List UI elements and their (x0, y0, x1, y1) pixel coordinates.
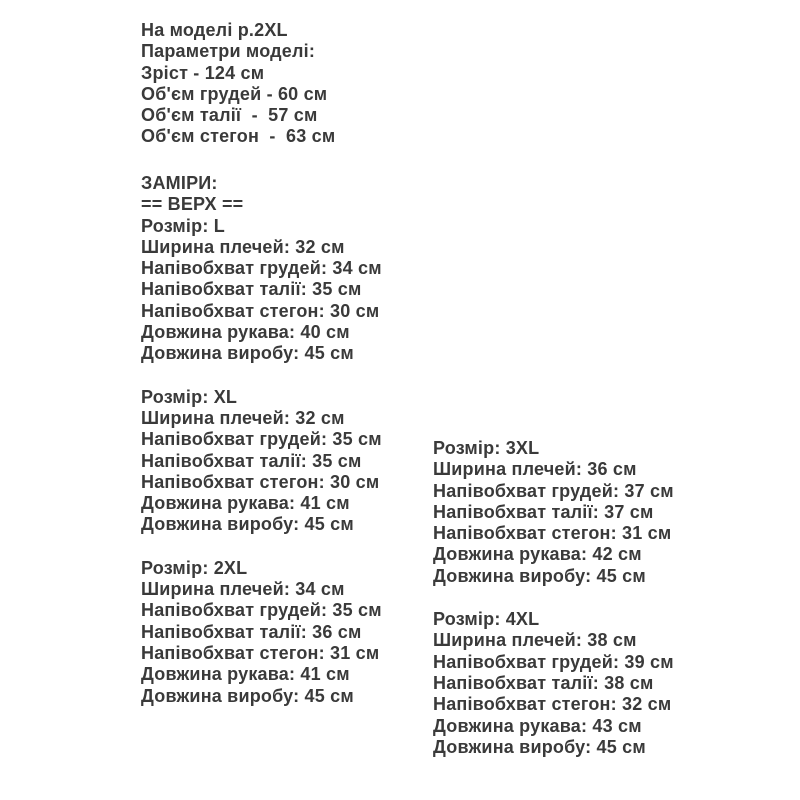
garment-length: Довжина виробу: 45 см (141, 685, 354, 706)
garment-length: Довжина виробу: 45 см (141, 343, 354, 364)
shoulder-width: Ширина плечей: 32 см (141, 236, 345, 257)
sleeve-length: Довжина рукава: 41 см (141, 493, 350, 514)
shoulder-width: Ширина плечей: 32 см (141, 407, 345, 428)
garment-length: Довжина виробу: 45 см (433, 736, 646, 757)
shoulder-width: Ширина плечей: 38 см (433, 630, 637, 651)
half-chest: Напівобхват грудей: 34 см (141, 258, 382, 279)
model-waist: Об'єм талії - 57 см (141, 105, 318, 126)
model-hips: Об'єм стегон - 63 см (141, 126, 336, 147)
sleeve-length: Довжина рукава: 43 см (433, 715, 642, 736)
half-chest: Напівобхват грудей: 35 см (141, 600, 382, 621)
size-label: Розмір: 4XL (433, 609, 540, 630)
half-chest: Напівобхват грудей: 39 см (433, 651, 674, 672)
garment-length: Довжина виробу: 45 см (141, 514, 354, 535)
sleeve-length: Довжина рукава: 40 см (141, 322, 350, 343)
model-chest: Об'єм грудей - 60 см (141, 83, 328, 104)
measurements-left-column (141, 173, 382, 707)
half-waist: Напівобхват талії: 35 см (141, 450, 362, 471)
measurements-right-column (433, 438, 674, 758)
sleeve-length: Довжина рукава: 41 см (141, 664, 350, 685)
size-label: Розмір: 2XL (141, 557, 248, 578)
half-hips: Напівобхват стегон: 30 см (141, 471, 380, 492)
half-hips: Напівобхват стегон: 32 см (433, 694, 672, 715)
size-label: Розмір: 3XL (433, 438, 540, 458)
size-block-l (141, 216, 382, 365)
half-hips: Напівобхват стегон: 31 см (141, 642, 380, 663)
half-hips: Напівобхват стегон: 31 см (433, 523, 672, 544)
garment-length: Довжина виробу: 45 см (433, 565, 646, 586)
size-label: Розмір: XL (141, 386, 238, 407)
model-info (141, 20, 335, 148)
size-block-2xl (141, 558, 382, 707)
half-chest: Напівобхват грудей: 35 см (141, 429, 382, 450)
sleeve-length: Довжина рукава: 42 см (433, 544, 642, 565)
size-label: Розмір: L (141, 215, 225, 236)
half-waist: Напівобхват талії: 38 см (433, 672, 654, 693)
half-waist: Напівобхват талії: 37 см (433, 501, 654, 522)
half-waist: Напівобхват талії: 36 см (141, 621, 362, 642)
shoulder-width: Ширина плечей: 34 см (141, 579, 345, 600)
model-height: Зріст - 124 см (141, 62, 265, 83)
half-chest: Напівобхват грудей: 37 см (433, 480, 674, 501)
section-top-label: == ВЕРХ == (141, 194, 244, 215)
size-block-4xl (433, 609, 674, 758)
size-block-xl (141, 387, 382, 536)
half-hips: Напівобхват стегон: 30 см (141, 300, 380, 321)
half-waist: Напівобхват талії: 35 см (141, 279, 362, 300)
model-params-heading: Параметри моделі: (141, 41, 316, 62)
model-size-line: На моделі р.2XL (141, 20, 288, 40)
size-block-3xl (433, 438, 674, 587)
shoulder-width: Ширина плечей: 36 см (433, 459, 637, 480)
measurements-heading: ЗАМІРИ: (141, 173, 218, 193)
